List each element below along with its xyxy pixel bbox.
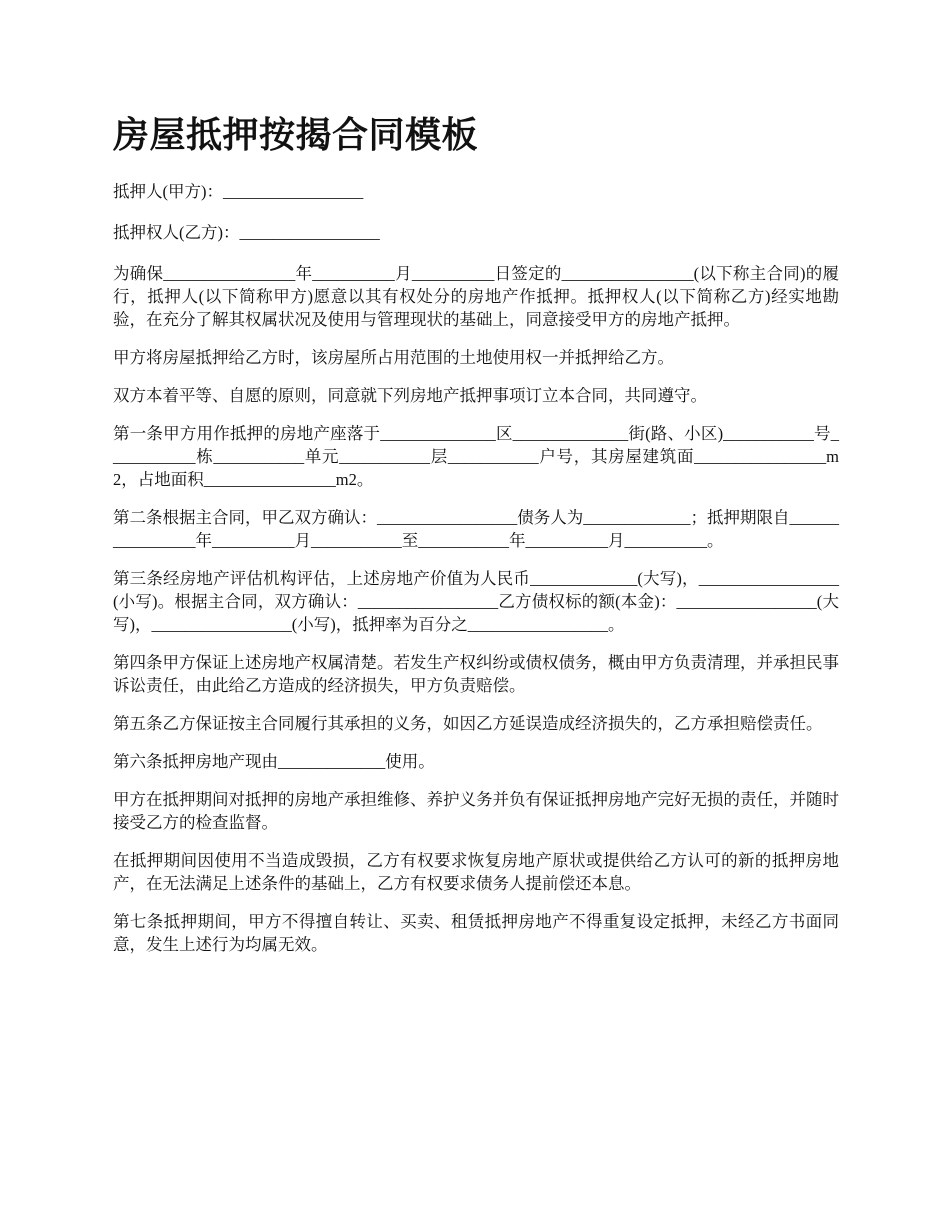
article-2: 第二条根据主合同，甲乙双方确认：_________________债务人为_____________；抵押期限自________________年__________月___________至___________年__________月__________。 — [113, 508, 839, 550]
article-7: 第七条抵押期间，甲方不得擅自转让、买卖、租赁抵押房地产不得重复设定抵押，未经乙方书面同意，发生上述行为均属无效。 — [113, 912, 839, 954]
damage-paragraph: 在抵押期间因使用不当造成毁损，乙方有权要求恢复房地产原状或提供给乙方认可的新的抵押房地产，在无法满足上述条件的基础上，乙方有权要求债务人提前偿还本息。 — [113, 851, 839, 893]
document-title: 房屋抵押按揭合同模板 — [113, 115, 479, 156]
intro-paragraph: 为确保________________年__________月__________日签定的________________(以下称主合同)的履行，抵押人(以下简称甲方)愿意以其有权处分的房地产作抵押。抵押权人(以下简称乙方)经实地勘验，在充分了解其权属状况及使用与管理现状的基础上，同意接受甲方的房地产抵押。 — [113, 264, 839, 329]
maintenance-paragraph: 甲方在抵押期间对抵押的房地产承担维修、养护义务并负有保证抵押房地产完好无损的责任，并随时接受乙方的检查监督。 — [113, 790, 839, 832]
party-a-line: 抵押人(甲方)：_________________ — [113, 182, 364, 201]
principle-paragraph: 双方本着平等、自愿的原则，同意就下列房地产抵押事项订立本合同，共同遵守。 — [113, 386, 707, 405]
article-6: 第六条抵押房地产现由_____________使用。 — [113, 752, 435, 771]
article-1: 第一条甲方用作抵押的房地产座落于______________区______________街(路、小区)___________号___________栋___________单元___________层___________户号，其房屋建筑面________________m2，占地面积________________m2。 — [113, 424, 839, 489]
document-page — [113, 110, 839, 971]
article-5: 第五条乙方保证按主合同履行其承担的义务，如因乙方延误造成经济损失的，乙方承担赔偿责任。 — [113, 714, 823, 733]
article-4: 第四条甲方保证上述房地产权属清楚。若发生产权纠纷或债权债务，概由甲方负责清理，并承担民事诉讼责任，由此给乙方造成的经济损失，甲方负责赔偿。 — [113, 653, 839, 695]
article-3: 第三条经房地产评估机构评估，上述房地产价值为人民币_____________(大写)，_________________(小写)。根据主合同，双方确认：_________________乙方债权标的额(本金)：_________________(大写)，_________________(小写)，抵押率为百分之_________________。 — [113, 569, 839, 634]
party-b-line: 抵押权人(乙方)：_________________ — [113, 223, 380, 242]
land-use-paragraph: 甲方将房屋抵押给乙方时，该房屋所占用范围的土地使用权一并抵押给乙方。 — [113, 348, 674, 367]
